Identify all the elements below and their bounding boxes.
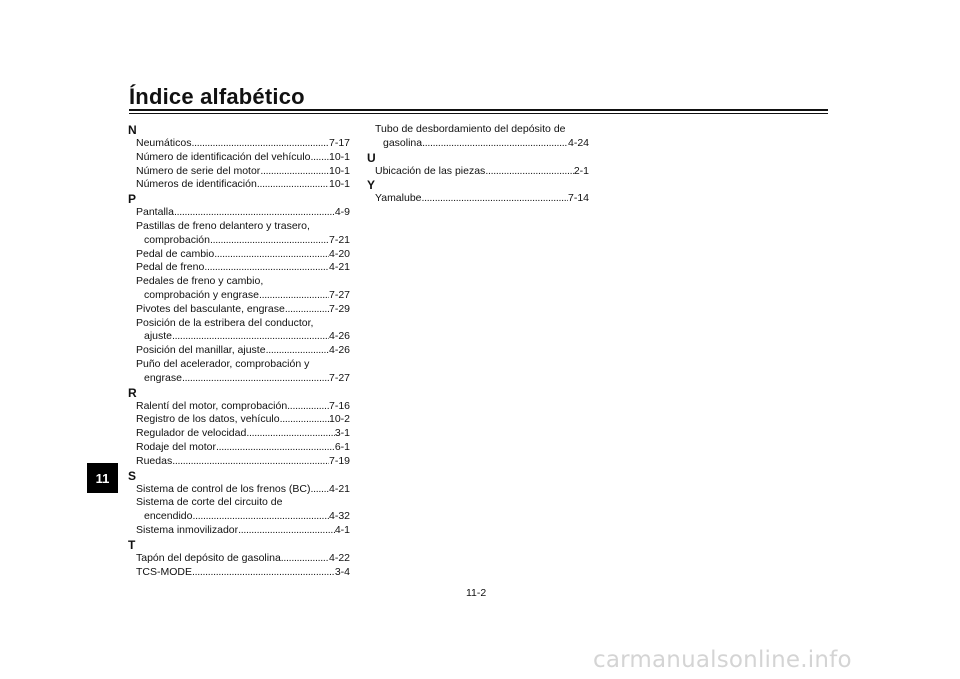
- index-entry-text: Número de identificación del vehículo: [136, 150, 311, 163]
- index-entry: [128, 248, 350, 262]
- index-entry-page: 4-26: [328, 344, 350, 357]
- index-entry: [128, 137, 350, 151]
- index-entry: [367, 165, 589, 179]
- title-rule-thick: [129, 109, 828, 111]
- index-entry-page: 7-29: [328, 302, 350, 315]
- index-entry-text: comprobación: [144, 233, 210, 246]
- dot-leader: [191, 137, 329, 151]
- dot-leader: [182, 372, 329, 386]
- index-entry-line: [136, 413, 350, 427]
- index-entry: [128, 165, 350, 179]
- index-entry-text: comprobación y engrase: [144, 288, 259, 301]
- dot-leader: [311, 483, 329, 497]
- index-entry-page: 4-24: [567, 136, 589, 149]
- index-entry: [128, 275, 350, 303]
- index-letter-heading: S: [128, 468, 137, 483]
- index-entry-page: 6-1: [334, 440, 350, 453]
- index-entry-line: [136, 289, 350, 303]
- index-letter-heading: T: [128, 537, 136, 552]
- index-entry: [128, 344, 350, 358]
- index-entry-line: [136, 178, 350, 192]
- index-entry: [128, 358, 350, 386]
- index-entry: [128, 178, 350, 192]
- index-entry-lead: Tubo de desbordamiento del depósito de: [375, 123, 566, 135]
- index-column-left: [128, 123, 350, 579]
- dot-leader: [266, 344, 329, 358]
- index-entry-line: [136, 344, 350, 358]
- dot-leader: [214, 248, 329, 262]
- index-entry: [128, 400, 350, 414]
- index-entry-line: [136, 483, 350, 497]
- index-entry: [128, 441, 350, 455]
- index-entry-text: Ralentí del motor, comprobación: [136, 399, 288, 412]
- dot-leader: [422, 192, 568, 206]
- index-entry-text: Sistema de control de los frenos (BC): [136, 482, 311, 495]
- index-entry: [128, 220, 350, 248]
- index-entry-text: Pantalla: [136, 206, 174, 219]
- index-entry-page: 10-1: [328, 178, 350, 191]
- index-entry-line: [136, 566, 350, 580]
- index-entry: [128, 317, 350, 345]
- dot-leader: [192, 510, 329, 524]
- index-entry-text: Tapón del depósito de gasolina: [136, 551, 281, 564]
- index-entry-page: 7-17: [328, 137, 350, 149]
- index-entry-text: TCS-MODE: [136, 565, 192, 578]
- dot-leader: [257, 178, 329, 192]
- title-rule-thin: [129, 113, 828, 114]
- index-entry-page: 10-1: [328, 150, 350, 163]
- index-entry: [128, 427, 350, 441]
- index-letter-heading: Y: [367, 178, 376, 193]
- index-entry-text: Rodaje del motor: [136, 440, 216, 453]
- index-entry: [128, 496, 350, 524]
- index-entry-text: Registro de los datos, vehículo: [136, 413, 280, 426]
- dot-leader: [280, 413, 329, 427]
- page-title: Índice alfabético: [129, 84, 305, 109]
- index-entry-lead: Pedales de freno y cambio,: [136, 275, 264, 288]
- index-entry-text: Número de serie del motor: [136, 164, 261, 177]
- index-entry-page: 7-27: [328, 371, 350, 384]
- index-entry-line: [136, 330, 350, 344]
- index-entry: [128, 552, 350, 566]
- index-letter-heading: P: [128, 192, 137, 207]
- index-entry-line: [136, 261, 350, 275]
- dot-leader: [210, 234, 329, 248]
- index-entry-text: gasolina: [383, 136, 423, 149]
- index-entry: [128, 261, 350, 275]
- index-entry-page: 4-21: [328, 261, 350, 274]
- dot-leader: [192, 566, 335, 580]
- index-entry-page: 3-1: [334, 427, 350, 440]
- index-entry-page: 10-1: [328, 164, 350, 177]
- index-entry-text: Neumáticos: [136, 137, 192, 149]
- index-letter-heading: R: [128, 385, 137, 400]
- index-entry-line: [136, 524, 350, 538]
- index-entry-page: 4-20: [328, 247, 350, 260]
- dot-leader: [216, 441, 335, 455]
- index-entry-text: encendido: [144, 510, 193, 523]
- index-entry-page: 2-1: [573, 164, 589, 177]
- index-entry-line: [136, 455, 350, 469]
- chapter-tab: 11: [87, 463, 118, 493]
- index-entry-page: 4-9: [334, 206, 350, 219]
- index-entry-page: 3-4: [334, 565, 350, 578]
- index-entry-text: Ruedas: [136, 454, 173, 467]
- watermark: carmanualsonline.info: [593, 647, 852, 673]
- dot-leader: [281, 552, 329, 566]
- index-entry-lead: Posición de la estribera del conductor,: [136, 316, 314, 329]
- dot-leader: [172, 330, 329, 344]
- index-entry-line: [375, 137, 589, 151]
- page-number: 11-2: [466, 587, 487, 599]
- index-entry-line: [136, 510, 350, 524]
- index-entry-line: [375, 192, 589, 206]
- index-entry: [367, 192, 589, 206]
- index-entry-page: 4-21: [328, 482, 350, 495]
- index-entry-text: Pedal de cambio: [136, 247, 215, 260]
- index-entry-line: [136, 234, 350, 248]
- index-entry-text: Pivotes del basculante, engrase: [136, 302, 285, 315]
- index-entry-text: Yamalube: [375, 192, 422, 205]
- index-entry-line: [136, 248, 350, 262]
- index-entry-text: Regulador de velocidad: [136, 427, 247, 440]
- index-entry-page: 4-26: [328, 330, 350, 343]
- index-entry: [128, 151, 350, 165]
- index-entry-line: [136, 552, 350, 566]
- index-entry-text: Sistema inmovilizador: [136, 523, 239, 536]
- index-entry-page: 7-16: [328, 399, 350, 412]
- dot-leader: [172, 455, 329, 469]
- index-entry-line: [136, 303, 350, 317]
- index-entry-text: engrase: [144, 371, 182, 384]
- index-column-right: [367, 123, 589, 206]
- dot-leader: [311, 151, 329, 165]
- index-entry-line: [136, 441, 350, 455]
- dot-leader: [485, 165, 574, 179]
- index-entry-text: ajuste: [144, 330, 173, 343]
- index-entry-lead: Puño del acelerador, comprobación y: [136, 357, 310, 370]
- index-entry: [128, 303, 350, 317]
- dot-leader: [246, 427, 334, 441]
- index-entry-line: [136, 165, 350, 179]
- index-entry-line: [136, 137, 350, 151]
- index-entry-line: [136, 372, 350, 386]
- index-entry-line: [375, 165, 589, 179]
- dot-leader: [238, 524, 335, 538]
- index-entry-lead: Pastillas de freno delantero y trasero,: [136, 219, 310, 232]
- index-entry-line: [136, 206, 350, 220]
- dot-leader: [259, 289, 329, 303]
- index-entry-line: [136, 427, 350, 441]
- index-entry-page: 10-2: [328, 413, 350, 426]
- index-entry-page: 4-22: [328, 551, 350, 564]
- index-entry-page: 7-19: [328, 454, 350, 467]
- dot-leader: [174, 206, 335, 220]
- index-entry-text: Números de identificación: [136, 178, 257, 191]
- dot-leader: [422, 137, 568, 151]
- dot-leader: [204, 261, 329, 275]
- index-entry: [128, 455, 350, 469]
- index-entry-line: [136, 400, 350, 414]
- index-entry-text: Ubicación de las piezas: [375, 164, 486, 177]
- index-entry: [128, 566, 350, 580]
- index-entry: [128, 483, 350, 497]
- index-entry: [128, 206, 350, 220]
- index-entry-page: 7-27: [328, 288, 350, 301]
- index-entry-text: Pedal de freno: [136, 261, 205, 274]
- index-letter-heading: N: [128, 123, 137, 137]
- index-entry-line: [136, 151, 350, 165]
- index-entry-page: 7-21: [328, 233, 350, 246]
- index-letter-heading: U: [367, 150, 376, 165]
- dot-leader: [287, 400, 329, 414]
- index-entry: [367, 123, 589, 151]
- index-entry-page: 4-32: [328, 510, 350, 523]
- dot-leader: [260, 165, 329, 179]
- index-entry-page: 7-14: [567, 192, 589, 205]
- index-entry: [128, 524, 350, 538]
- index-entry-page: 4-1: [334, 523, 350, 536]
- index-entry-lead: Sistema de corte del circuito de: [136, 496, 283, 509]
- index-entry-text: Posición del manillar, ajuste: [136, 344, 266, 357]
- dot-leader: [285, 303, 329, 317]
- index-entry: [128, 413, 350, 427]
